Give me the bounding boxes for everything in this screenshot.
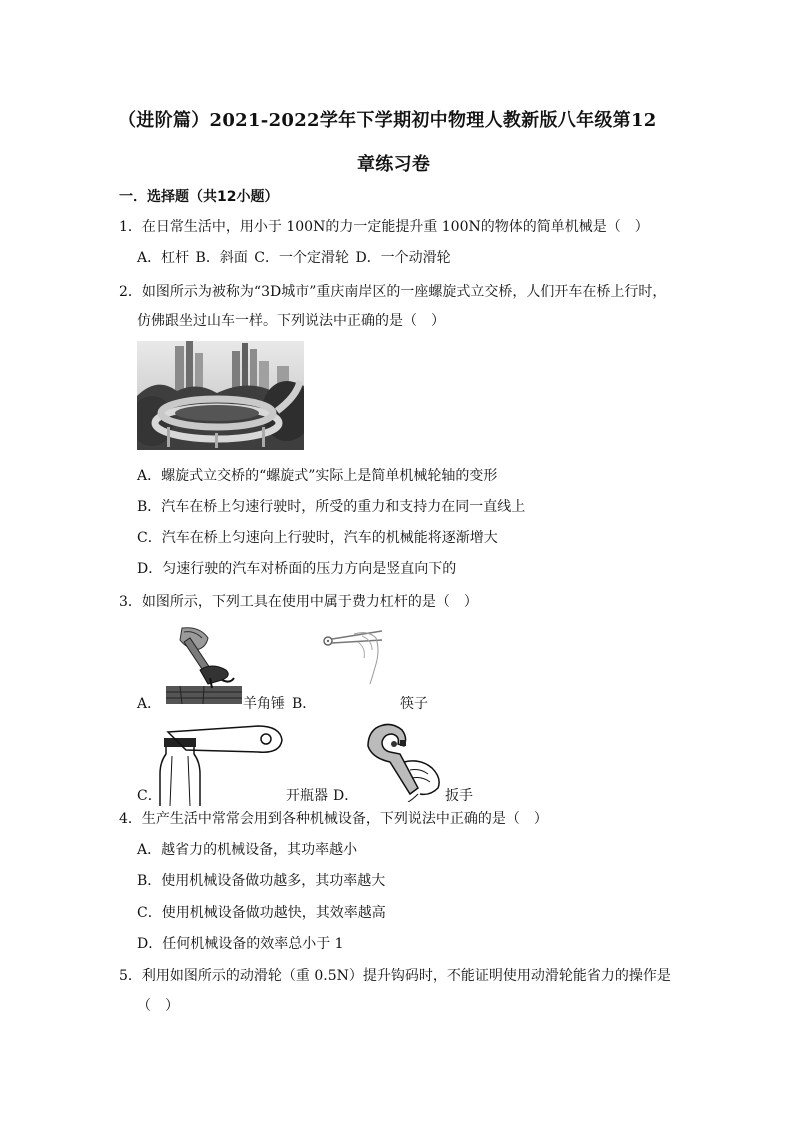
question-3-option-b-letter: B． [292, 696, 317, 712]
question-4-option-c: C．使用机械设备做功越快，其效率越高 [137, 905, 386, 921]
question-2-stem-line1: 2．如图所示为被称为“3D城市”重庆南岸区的一座螺旋式立交桥，人们开车在桥上行时， [119, 284, 667, 300]
question-3-stem: 3．如图所示，下列工具在使用中属于费力杠杆的是（ ） [119, 594, 478, 610]
question-3-option-d-letter: D． [333, 788, 359, 804]
question-5-stem-line1: 5．利用如图所示的动滑轮（重 0.5N）提升钩码时，不能证明使用动滑轮能省力的操作是 [119, 968, 671, 984]
question-1-stem: 1．在日常生活中，用小于 100N的力一定能提升重 100N的物体的简单机械是（ ） [119, 219, 649, 235]
question-3-option-b-label: 筷子 [400, 696, 428, 712]
wrench-image [360, 722, 444, 802]
chopsticks-image [318, 628, 386, 686]
question-4-option-d: D．任何机械设备的效率总小于 1 [137, 936, 344, 952]
question-2-stem-line2: 仿佛跟坐过山车一样。下列说法中正确的是（ ） [137, 313, 445, 329]
doc-title-line1: （进阶篇）2021-2022学年下学期初中物理人教新版八年级第12 [118, 110, 657, 131]
question-2-option-d: D．匀速行驶的汽车对桥面的压力方向是竖直向下的 [137, 561, 457, 577]
question-2-option-b: B．汽车在桥上匀速行驶时，所受的重力和支持力在同一直线上 [137, 499, 526, 515]
question-4-stem: 4．生产生活中常常会用到各种机械设备，下列说法中正确的是（ ） [119, 811, 548, 827]
question-4-option-a: A．越省力的机械设备，其功率越小 [137, 842, 358, 858]
question-4-option-b: B．使用机械设备做功越多，其功率越大 [137, 873, 386, 889]
question-3-option-d-label: 扳手 [445, 788, 473, 804]
question-5-stem-line2: （ ） [137, 998, 179, 1014]
question-3-option-a-label: 羊角锤 [243, 696, 285, 712]
question-2-option-c: C．汽车在桥上匀速向上行驶时，汽车的机械能将逐渐增大 [137, 530, 498, 546]
section-heading: 一．选择题（共12小题） [119, 189, 279, 205]
claw-hammer-image [160, 626, 242, 708]
question-3-option-c-letter: C． [137, 788, 162, 804]
doc-title-line2: 章练习卷 [357, 154, 431, 175]
bottle-opener-image [158, 722, 286, 806]
question-1-options: A．杠杆 B．斜面 C．一个定滑轮 D．一个动滑轮 [137, 250, 451, 266]
spiral-interchange-photo [137, 341, 304, 450]
question-3-option-a-letter: A． [137, 696, 162, 712]
question-3-option-c-label: 开瓶器 [286, 788, 328, 804]
question-2-option-a: A．螺旋式立交桥的“螺旋式”实际上是简单机械轮轴的变形 [137, 468, 498, 484]
